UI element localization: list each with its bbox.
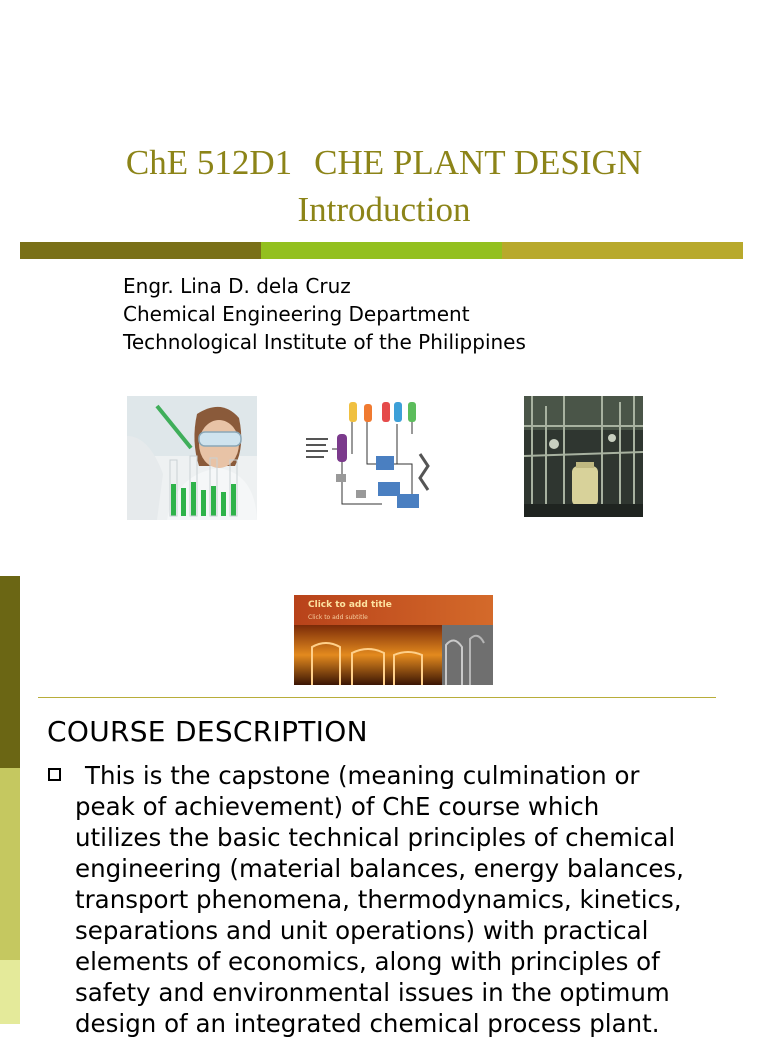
process-flow-diagram-image — [302, 394, 444, 520]
template-thumbnail — [294, 595, 493, 685]
slide-title — [0, 140, 768, 186]
scientist-photo — [127, 396, 257, 520]
author-block — [123, 272, 526, 356]
slide-subtitle: Introduction — [297, 190, 471, 229]
paragraph-line: transport phenomena, thermodynamics, kinetics, — [75, 885, 682, 914]
paragraph-line: design of an integrated chemical process plant. — [75, 1009, 660, 1038]
paragraph-line: utilizes the basic technical principles of chemical — [75, 823, 676, 852]
section-title: COURSE DESCRIPTION — [47, 715, 368, 748]
institution-name: Technological Institute of the Philippines — [123, 330, 526, 354]
title-divider-bar — [20, 242, 743, 259]
square-bullet-icon — [48, 768, 61, 781]
paragraph-line: This is the capstone (meaning culmination or — [85, 761, 640, 790]
plant-interior-photo — [524, 396, 643, 517]
paragraph-line: separations and unit operations) with practical — [75, 916, 649, 945]
section-divider — [38, 697, 716, 698]
department-name: Chemical Engineering Department — [123, 302, 470, 326]
thumbnail-title: Click to add title — [308, 600, 392, 610]
side-bar-segment — [0, 576, 20, 768]
course-name: CHE PLANT DESIGN — [314, 143, 643, 182]
paragraph-line: safety and environmental issues in the optimum — [75, 978, 670, 1007]
paragraph-line: elements of economics, along with principles of — [75, 947, 660, 976]
side-bar-segment — [0, 960, 20, 1024]
divider-segment — [502, 242, 743, 259]
divider-segment — [261, 242, 502, 259]
side-bar-segment — [0, 768, 20, 960]
author-name: Engr. Lina D. dela Cruz — [123, 274, 351, 298]
course-code: ChE 512D1 — [125, 143, 293, 182]
paragraph-line: engineering (material balances, energy balances, — [75, 854, 684, 883]
thumbnail-subtitle: Click to add subtitle — [308, 614, 368, 621]
paragraph-line: peak of achievement) of ChE course which — [75, 792, 600, 821]
divider-segment — [20, 242, 261, 259]
course-description-paragraph — [75, 760, 745, 1039]
